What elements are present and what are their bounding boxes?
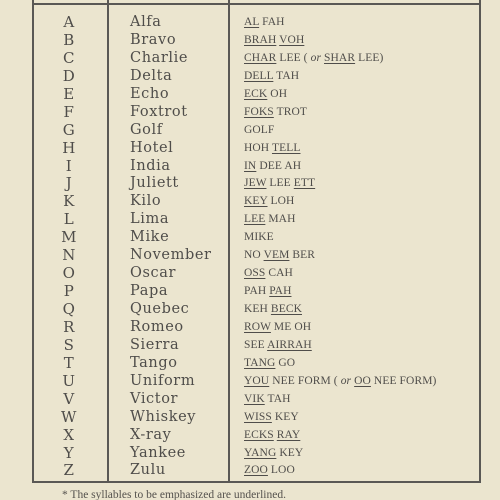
- syllable-text: CAH: [265, 267, 293, 280]
- emphasized-syllable: TANG: [244, 356, 276, 369]
- pronunciation-cell: [244, 427, 300, 444]
- table-row: [0, 300, 500, 318]
- table-row: [0, 49, 500, 67]
- syllable-text: SEE: [244, 338, 268, 351]
- syllable-text: GO: [275, 356, 296, 369]
- code-word-cell: Zulu: [130, 462, 166, 479]
- table-row: [0, 31, 500, 49]
- syllable-text: GOLF: [244, 123, 275, 136]
- letter-cell: C: [63, 48, 75, 67]
- syllable-text: NEE FORM): [370, 374, 437, 387]
- syllable-text: DEE AH: [256, 159, 302, 172]
- emphasized-syllable: PAH: [269, 285, 292, 298]
- code-word-cell: November: [130, 247, 212, 264]
- code-word-cell: Romeo: [130, 318, 184, 335]
- table-row: [0, 13, 500, 31]
- emphasized-syllable: SHAR: [324, 51, 356, 64]
- syllable-text: LOH: [267, 195, 295, 208]
- table-row: [0, 354, 500, 372]
- letter-cell: N: [62, 246, 76, 265]
- table-row: [0, 157, 500, 175]
- pronunciation-cell: [244, 68, 299, 85]
- pronunciation-cell: [244, 211, 296, 228]
- table-row: [0, 228, 500, 246]
- letter-cell: R: [63, 317, 75, 336]
- code-word-cell: Delta: [130, 67, 173, 84]
- emphasized-syllable: RAY: [276, 428, 301, 441]
- emphasized-syllable: LEE: [244, 213, 266, 226]
- pronunciation-cell: [244, 50, 383, 67]
- table-row: [0, 408, 500, 426]
- emphasized-syllable: VIK: [244, 392, 265, 405]
- emphasized-syllable: ETT: [293, 177, 316, 190]
- code-word-cell: Foxtrot: [130, 103, 188, 120]
- code-word-cell: Yankee: [130, 444, 186, 461]
- syllable-text: LEE (: [276, 51, 311, 64]
- syllable-text: MAH: [265, 213, 296, 226]
- letter-cell: L: [63, 210, 75, 229]
- emphasized-syllable: ECKS: [244, 428, 274, 441]
- syllable-text: BER: [289, 249, 316, 262]
- pronunciation-cell: [244, 301, 302, 318]
- emphasized-syllable: TELL: [271, 141, 301, 154]
- table-row: [0, 426, 500, 444]
- letter-cell: A: [63, 13, 75, 31]
- pronunciation-cell: [244, 337, 312, 354]
- phonetic-alphabet-table: [0, 13, 500, 479]
- code-word-cell: Juliett: [130, 175, 179, 192]
- emphasized-syllable: YANG: [244, 446, 277, 459]
- table-row: [0, 282, 500, 300]
- emphasized-syllable: JEW: [244, 177, 267, 190]
- code-word-cell: Lima: [130, 211, 170, 228]
- letter-cell: H: [62, 138, 76, 157]
- letter-cell: X: [63, 425, 75, 444]
- table-row: [0, 264, 500, 282]
- code-word-cell: Kilo: [130, 193, 162, 210]
- code-word-cell: Mike: [130, 229, 170, 246]
- table-row: [0, 192, 500, 210]
- emphasized-syllable: KEY: [244, 195, 268, 208]
- table-row: [0, 139, 500, 157]
- emphasized-syllable: AIRRAH: [267, 338, 312, 351]
- letter-cell: Q: [62, 300, 76, 318]
- code-word-cell: Tango: [130, 354, 178, 371]
- table-row: [0, 121, 500, 139]
- emphasized-syllable: FOKS: [244, 105, 274, 118]
- syllable-text: PAH: [244, 285, 270, 298]
- letter-cell: B: [63, 30, 75, 49]
- syllable-text: TAH: [273, 69, 300, 82]
- letter-cell: V: [63, 389, 75, 408]
- letter-cell: O: [62, 264, 76, 283]
- letter-cell: Y: [63, 443, 75, 462]
- letter-cell: E: [63, 84, 75, 103]
- pronunciation-cell: [244, 193, 294, 210]
- pronunciation-cell: [244, 86, 287, 103]
- pronunciation-cell: [244, 462, 295, 479]
- table-row: [0, 85, 500, 103]
- code-word-cell: Victor: [130, 390, 179, 407]
- table-row: [0, 390, 500, 408]
- letter-cell: W: [61, 407, 77, 426]
- pronunciation-cell: [244, 140, 300, 157]
- table-row: [0, 246, 500, 264]
- code-word-cell: Charlie: [130, 49, 189, 66]
- syllable-text: LEE: [266, 177, 294, 190]
- pronunciation-cell: [244, 265, 293, 282]
- emphasized-syllable: OO: [354, 374, 371, 387]
- pronunciation-cell: [244, 409, 299, 426]
- code-word-cell: Bravo: [130, 31, 177, 48]
- letter-cell: F: [63, 102, 75, 121]
- emphasized-syllable: OSS: [244, 267, 266, 280]
- emphasized-syllable: VEM: [263, 249, 290, 262]
- emphasized-syllable: WISS: [244, 410, 272, 423]
- syllable-text: or: [310, 51, 322, 64]
- pronunciation-cell: [244, 122, 274, 139]
- pronunciation-cell: [244, 391, 291, 408]
- code-word-cell: Quebec: [130, 301, 190, 317]
- table-row: [0, 174, 500, 192]
- syllable-text: NO: [244, 249, 264, 262]
- table-row: [0, 67, 500, 85]
- emphasized-syllable: CHAR: [244, 51, 277, 64]
- syllable-text: KEY: [276, 446, 304, 459]
- emphasized-syllable: VOH: [279, 33, 305, 46]
- syllable-text: MIKE: [244, 231, 274, 244]
- emphasized-syllable: ROW: [244, 320, 271, 333]
- pronunciation-cell: [244, 373, 436, 390]
- pronunciation-cell: [244, 158, 301, 175]
- pronunciation-cell: [244, 175, 315, 192]
- table-row: [0, 372, 500, 390]
- emphasized-syllable: ECK: [244, 87, 268, 100]
- syllable-text: TAH: [264, 392, 291, 405]
- code-word-cell: Whiskey: [130, 408, 197, 425]
- pronunciation-cell: [244, 355, 295, 372]
- code-word-cell: Alfa: [130, 14, 162, 30]
- syllable-text: NEE FORM (: [269, 374, 341, 387]
- letter-cell: J: [65, 174, 73, 193]
- syllable-text: KEH: [244, 303, 271, 315]
- letter-cell: Z: [63, 461, 75, 480]
- code-word-cell: Echo: [130, 85, 170, 102]
- pronunciation-cell: [244, 14, 285, 31]
- emphasized-syllable: BECK: [270, 303, 302, 315]
- letter-cell: G: [62, 120, 76, 139]
- code-word-cell: X-ray: [130, 426, 172, 443]
- table-bottom-border: [32, 481, 481, 483]
- letter-cell: S: [63, 335, 75, 354]
- pronunciation-cell: [244, 229, 274, 246]
- syllable-text: LEE): [355, 51, 384, 64]
- letter-cell: T: [63, 353, 75, 372]
- letter-cell: I: [65, 156, 73, 175]
- footnote: * The syllables to be emphasized are underlined.: [62, 489, 286, 500]
- syllable-text: TROT: [273, 105, 308, 118]
- table-row: [0, 103, 500, 121]
- table-row: [0, 318, 500, 336]
- pronunciation-cell: [244, 32, 304, 49]
- syllable-text: ME OH: [270, 320, 312, 333]
- table-row: [0, 461, 500, 479]
- emphasized-syllable: YOU: [244, 374, 270, 387]
- emphasized-syllable: BRAH: [244, 33, 277, 46]
- code-word-cell: Papa: [130, 283, 169, 300]
- table-top-border: [32, 3, 481, 5]
- letter-cell: D: [62, 66, 76, 85]
- pronunciation-cell: [244, 247, 315, 264]
- syllable-text: OH: [267, 87, 288, 100]
- table-row: [0, 444, 500, 462]
- code-word-cell: Sierra: [130, 336, 180, 353]
- code-word-cell: India: [130, 157, 171, 174]
- emphasized-syllable: DELL: [244, 69, 274, 82]
- code-word-cell: Oscar: [130, 265, 177, 282]
- emphasized-syllable: AL: [244, 16, 260, 28]
- pronunciation-cell: [244, 283, 291, 300]
- letter-cell: K: [63, 192, 75, 211]
- syllable-text: KEY: [271, 410, 299, 423]
- pronunciation-cell: [244, 319, 311, 336]
- emphasized-syllable: IN: [244, 159, 257, 172]
- syllable-text: or: [340, 374, 352, 387]
- code-word-cell: Golf: [130, 121, 163, 138]
- syllable-text: FAH: [259, 16, 285, 28]
- emphasized-syllable: ZOO: [244, 464, 268, 477]
- code-word-cell: Uniform: [130, 372, 196, 389]
- letter-cell: P: [63, 282, 75, 301]
- table-row: [0, 336, 500, 354]
- letter-cell: U: [62, 371, 76, 390]
- pronunciation-cell: [244, 104, 307, 121]
- table-row: [0, 210, 500, 228]
- pronunciation-cell: [244, 445, 303, 462]
- syllable-text: LOO: [267, 464, 295, 477]
- code-word-cell: Hotel: [130, 139, 174, 156]
- syllable-text: HOH: [244, 141, 272, 154]
- letter-cell: M: [61, 228, 77, 247]
